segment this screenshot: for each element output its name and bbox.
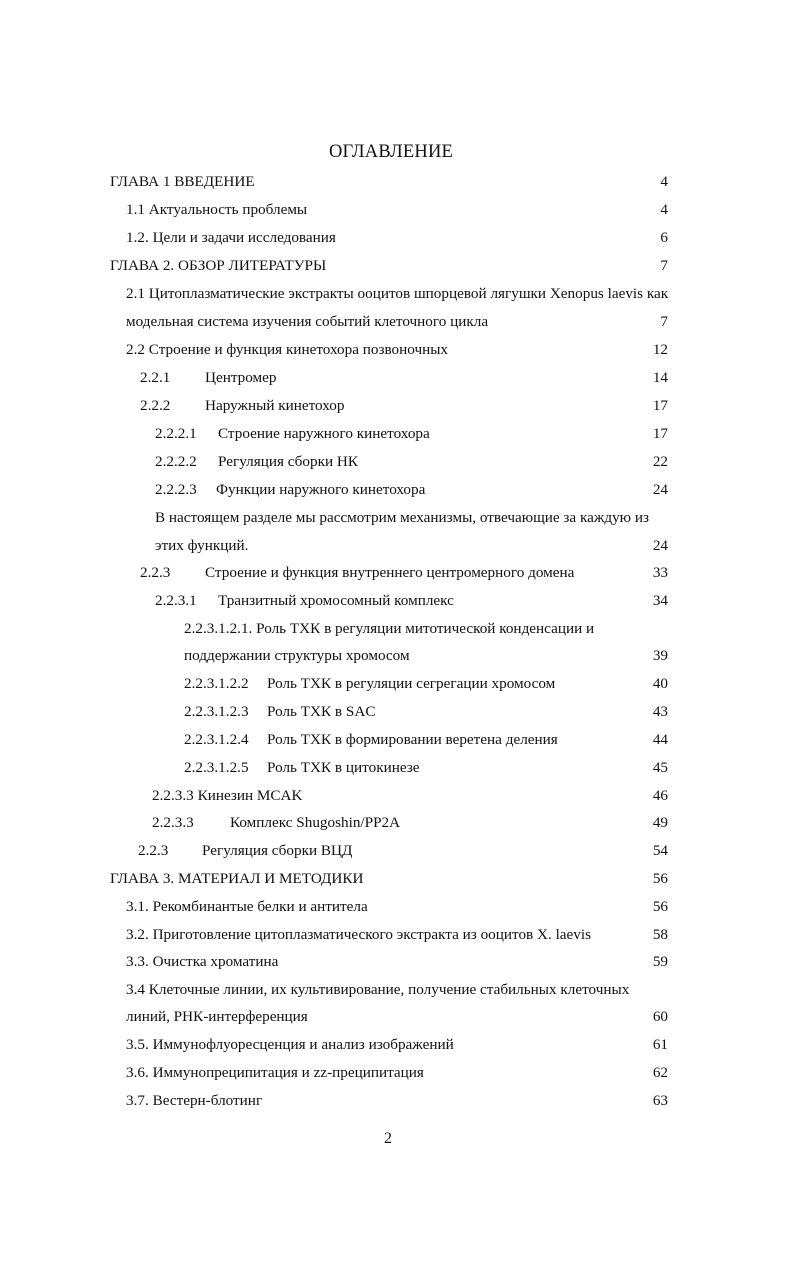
toc-entry-page: 56: [652, 870, 668, 887]
toc-entry-title: линий, РНК-интерференция: [126, 1008, 308, 1025]
page-number: 2: [384, 1130, 392, 1147]
toc-entry: [126, 312, 488, 332]
toc-entry-title: Роль ТХК в регуляции сегрегации хромосом: [267, 675, 556, 692]
toc-entry-title: 2.2.3.1.2.1. Роль ТХК в регуляции митотической конденсации и: [184, 620, 595, 637]
toc-entry-number: 2.2.3: [140, 564, 171, 581]
toc-entry-page: 45: [652, 759, 668, 776]
toc-entry-title: Регуляция сборки ВЦД: [202, 842, 353, 859]
toc-entry-title: этих функций.: [155, 537, 249, 554]
toc-entry-title: 3.1. Рекомбинантые белки и антитела: [126, 898, 368, 915]
toc-entry: [110, 172, 255, 192]
toc-entry-number: 2.2.3: [138, 842, 169, 859]
toc-entry-page: 17: [652, 425, 668, 442]
toc-entry-title: Комплекс Shugoshin/PP2A: [230, 814, 401, 831]
toc-entry-title: поддержании структуры хромосом: [184, 647, 410, 664]
toc-entry-page: 24: [652, 537, 668, 554]
toc-entry: [155, 536, 248, 556]
toc-entry-page: 34: [652, 592, 668, 609]
toc-entry: [126, 228, 336, 248]
toc-entry: [152, 813, 400, 833]
toc-entry: [126, 200, 307, 220]
toc-entry-title: 3.6. Иммунопреципитация и zz-преципитация: [126, 1064, 424, 1081]
toc-entry: [138, 841, 352, 861]
toc-entry: [126, 1063, 424, 1083]
toc-entry-title: Регуляция сборки НК: [218, 453, 358, 470]
toc-entry: [155, 424, 430, 444]
toc-entry-page: 4: [660, 173, 668, 190]
toc-entry-title: ГЛАВА 2. ОБЗОР ЛИТЕРАТУРЫ: [110, 257, 327, 274]
toc-entry: [152, 786, 303, 806]
toc-entry-title: модельная система изучения событий клеточного цикла: [126, 313, 489, 330]
toc-entry-page: 44: [652, 731, 668, 748]
toc-entry-number: 2.2.3.1: [155, 592, 197, 609]
toc-entry-page: 24: [652, 481, 668, 498]
toc-entry-number: 2.2.1: [140, 369, 171, 386]
toc-entry-title: Роль ТХК в формировании веретена деления: [267, 731, 558, 748]
toc-entry-title: Наружный кинетохор: [205, 397, 345, 414]
toc-entry: [184, 646, 410, 666]
toc-entry-title: Строение наружного кинетохора: [218, 425, 430, 442]
toc-entry-page: 43: [652, 703, 668, 720]
toc-entry-page: 56: [652, 898, 668, 915]
toc-entry: [155, 452, 358, 472]
toc-entry-page: 39: [652, 647, 668, 664]
toc-entry: [126, 952, 278, 972]
toc-entry-number: 2.2.3.1.2.4: [184, 731, 249, 748]
toc-entry-page: 62: [652, 1064, 668, 1081]
toc-entry-number: 2.2.3.1.2.3: [184, 703, 249, 720]
toc-entry-title: Транзитный хромосомный комплекс: [218, 592, 454, 609]
toc-entry-page: 7: [660, 313, 668, 330]
toc-entry: [126, 284, 668, 304]
toc-entry: [155, 508, 649, 528]
toc-entry: [184, 730, 558, 750]
toc-entry: [126, 1007, 308, 1027]
toc-entry: [110, 869, 363, 889]
toc-entry-title: 3.3. Очистка хроматина: [126, 953, 279, 970]
toc-entry: [155, 591, 454, 611]
toc-entry: [184, 758, 420, 778]
toc-entry: [110, 256, 326, 276]
toc-entry-title: ГЛАВА 1 ВВЕДЕНИЕ: [110, 173, 255, 190]
toc-entry-number: 2.2.3.1.2.5: [184, 759, 249, 776]
toc-entry-page: 58: [652, 926, 668, 943]
toc-entry-title: Роль ТХК в цитокинезе: [267, 759, 420, 776]
toc-entry-page: 40: [652, 675, 668, 692]
toc-entry-page: 22: [652, 453, 668, 470]
toc-entry-page: 46: [652, 787, 668, 804]
toc-entry-page: 60: [652, 1008, 668, 1025]
toc-entry-page: 49: [652, 814, 668, 831]
toc-entry-title: Функции наружного кинетохора: [216, 481, 426, 498]
toc-entry: [126, 1091, 262, 1111]
toc-entry-page: 6: [660, 229, 668, 246]
toc-entry-title: 3.5. Иммунофлуоресценция и анализ изображений: [126, 1036, 454, 1053]
toc-entry-title: 1.2. Цели и задачи исследования: [126, 229, 336, 246]
toc-entry: [184, 619, 594, 639]
toc-entry-number: 2.2.2: [140, 397, 171, 414]
toc-entry-number: 2.2.2.2: [155, 453, 197, 470]
toc-entry-page: 14: [652, 369, 668, 386]
toc-entry: [126, 340, 448, 360]
toc-entry: [126, 897, 368, 917]
toc-entry-page: 12: [652, 341, 668, 358]
toc-entry: [126, 925, 591, 945]
toc-entry-number: 2.2.2.3: [155, 481, 197, 498]
toc-entry-number: 2.2.3.3: [152, 814, 194, 831]
toc-entry: [140, 368, 277, 388]
toc-entry-title: В настоящем разделе мы рассмотрим механизмы, отвечающие за каждую из: [155, 509, 649, 526]
toc-entry-page: 4: [660, 201, 668, 218]
toc-entry-title: ГЛАВА 3. МАТЕРИАЛ И МЕТОДИКИ: [110, 870, 364, 887]
toc-entry-page: 63: [652, 1092, 668, 1109]
toc-entry-title: Центромер: [205, 369, 277, 386]
toc-entry-number: 2.2.3.1.2.2: [184, 675, 249, 692]
toc-entry-page: 7: [660, 257, 668, 274]
toc-entry-title: 2.2 Строение и функция кинетохора позвоночных: [126, 341, 449, 358]
toc-entry-title: 2.2.3.3 Кинезин MCAK: [152, 787, 303, 804]
toc-entry-page: 61: [652, 1036, 668, 1053]
toc-entry: [155, 480, 425, 500]
toc-entry-page: 33: [652, 564, 668, 581]
toc-entry-title: 3.7. Вестерн-блотинг: [126, 1092, 263, 1109]
toc-entry-page: 54: [652, 842, 668, 859]
toc-entry: [126, 1035, 454, 1055]
toc-entry: [126, 980, 629, 1000]
toc-entry: [184, 674, 555, 694]
toc-entry-title: Роль ТХК в SAC: [267, 703, 376, 720]
page-title: ОГЛАВЛЕНИЕ: [328, 142, 454, 162]
toc-entry: [140, 563, 574, 583]
toc-entry-number: 2.2.2.1: [155, 425, 197, 442]
toc-entry-title: 1.1 Актуальность проблемы: [126, 201, 308, 218]
toc-entry: [184, 702, 375, 722]
toc-entry-title: 3.2. Приготовление цитоплазматического экстракта из ооцитов X. laevis: [126, 926, 592, 943]
toc-entry-page: 17: [652, 397, 668, 414]
toc-entry-title: 2.1 Цитоплазматические экстракты ооцитов шпорцевой лягушки Xenopus laevis как: [126, 285, 669, 302]
toc-entry: [140, 396, 344, 416]
toc-entry-title: Строение и функция внутреннего центромерного домена: [205, 564, 575, 581]
toc-entry-title: 3.4 Клеточные линии, их культивирование, получение стабильных клеточных: [126, 981, 630, 998]
toc-entry-page: 59: [652, 953, 668, 970]
